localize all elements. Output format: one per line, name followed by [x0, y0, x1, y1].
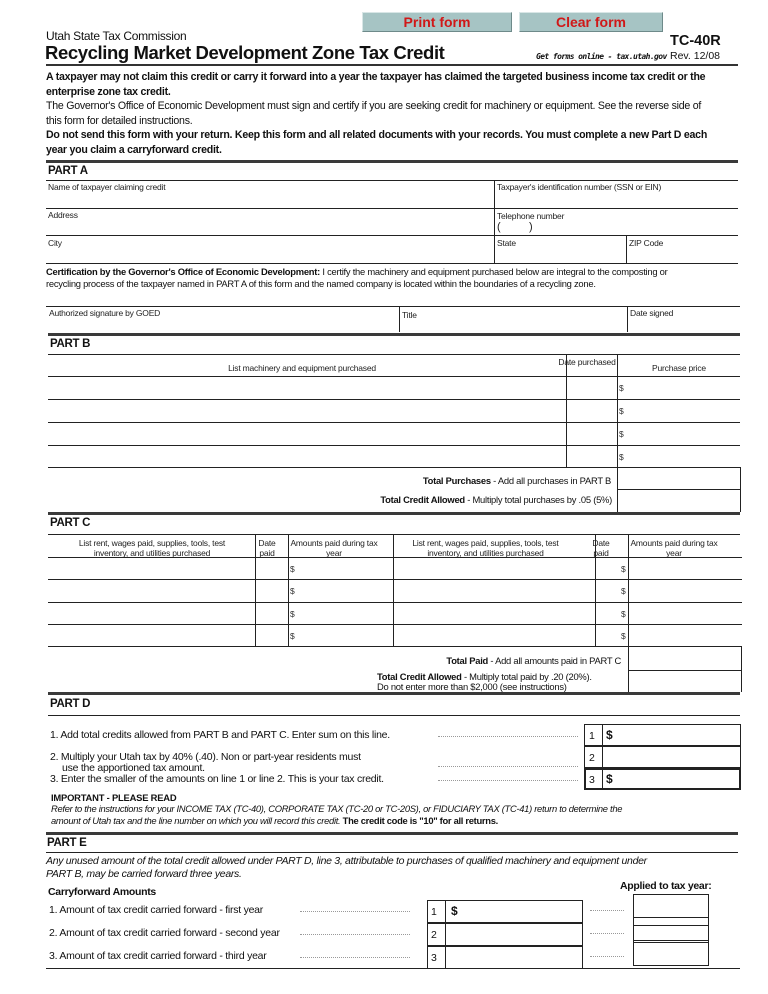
goed-certification: [46, 266, 686, 289]
part-b-heading: PART B: [50, 338, 91, 350]
part-c-total-credit-text: - Multiply total paid by .20 (20%).: [461, 671, 592, 682]
divider: [48, 646, 742, 647]
part-b-item-input[interactable]: [50, 424, 562, 445]
part-d-line-2-text-cont: use the apportioned tax amount.: [62, 762, 205, 774]
part-d-line-1-text: 1. Add total credits allowed from PART B and PART C. Enter sum on this line.: [50, 729, 390, 741]
divider: [740, 467, 741, 512]
divider: [626, 235, 627, 263]
part-c-amount-input-right[interactable]: [638, 581, 740, 602]
divider: [46, 852, 738, 853]
signature-label: Authorized signature by GOED: [49, 308, 161, 318]
divider: [627, 306, 628, 332]
title-label: Title: [402, 310, 417, 320]
part-b-total-credit-label: [380, 494, 612, 505]
part-c-total-credit-note: Do not enter more than $2,000 (see instructions): [377, 681, 567, 692]
part-c-item-input-right[interactable]: [396, 604, 593, 624]
part-d-line-1-input[interactable]: [618, 726, 738, 744]
telephone-parens: ( ): [497, 221, 533, 233]
part-b-date-input[interactable]: [569, 401, 615, 422]
part-c-item-input-left[interactable]: [50, 626, 253, 646]
clear-form-button[interactable]: Clear form: [519, 12, 663, 32]
total-purchases-input[interactable]: [620, 469, 738, 489]
part-b-total-credit-bold: Total Credit Allowed: [380, 494, 465, 505]
part-c-total-credit-input[interactable]: [631, 672, 739, 691]
divider: [628, 670, 742, 671]
part-c-col-item-left: List rent, wages paid, supplies, tools, test inventory, and utilities purchased: [78, 538, 226, 558]
part-a-heading: PART A: [48, 165, 88, 177]
part-e-line-number: 2: [431, 929, 437, 941]
important-text: Refer to the instructions for your INCOME TAX (TC-40), CORPORATE TAX (TC-20 or TC-20S), or FIDUCIARY TAX (TC-41) return to determine the amount of Utah tax and the line number on which you will record this credit.: [51, 803, 623, 826]
part-e-line-3-text: 3. Amount of tax credit carried forward - third year: [49, 950, 267, 962]
zip-input[interactable]: [629, 248, 733, 262]
part-c-amount-input-left[interactable]: [298, 604, 391, 624]
part-c-total-credit-bold: Total Credit Allowed: [377, 671, 462, 682]
part-b-col-item: List machinery and equipment purchased: [228, 363, 376, 373]
city-input[interactable]: [48, 248, 488, 262]
divider: [393, 534, 394, 646]
part-d-rule: [48, 692, 740, 695]
carryforward-label: Carryforward Amounts: [48, 886, 156, 898]
part-b-total-credit-input[interactable]: [620, 491, 738, 510]
part-d-line-number: 2: [589, 752, 595, 764]
part-b-total-credit-text: - Multiply total purchases by .05 (5%): [464, 494, 612, 505]
part-d-line-2-input[interactable]: [618, 748, 738, 766]
part-a-rule: [46, 160, 738, 163]
divider: [494, 180, 495, 263]
form-number: TC-40R: [670, 33, 721, 49]
part-e-line-number: 3: [431, 952, 437, 964]
part-b-date-input[interactable]: [569, 424, 615, 445]
currency-symbol: $: [290, 564, 295, 574]
divider: [445, 923, 446, 946]
intro-do-not-send: Do not send this form with your return. Keep this form and all related documents with your records. You must complete a new Part D each year you claim a carryforward credit.: [46, 129, 708, 156]
part-c-item-input-right[interactable]: [396, 559, 593, 579]
intro-goed-note: The Governor's Office of Economic Development must sign and certify if you are seeking credit for machinery or equipment. See the reverse side of this form for detailed instructions.: [46, 100, 702, 127]
total-paid-label: [446, 655, 621, 666]
date-signed-input[interactable]: [630, 318, 736, 330]
divider: [445, 946, 446, 969]
currency-symbol: $: [621, 586, 626, 596]
zip-label: ZIP Code: [629, 238, 664, 248]
part-c-amount-input-left[interactable]: [298, 559, 391, 579]
currency-symbol: $: [290, 586, 295, 596]
part-c-date-input-left[interactable]: [258, 604, 286, 624]
header-rule: [46, 64, 738, 66]
total-paid-text: - Add all amounts paid in PART C: [488, 655, 621, 666]
certification-text: I certify the machinery and equipment purchased below are integral to the composting or recycling process of the taxpayer named in PART A of this form and the named company is located within the boundaries of a recycling zone.: [46, 266, 668, 289]
divider: [48, 399, 740, 400]
part-d-line-2-text: 2. Multiply your Utah tax by 40% (.40). Non or part-year residents must: [50, 751, 361, 763]
divider: [48, 534, 740, 535]
part-e-line-1-text: 1. Amount of tax credit carried forward - first year: [49, 904, 264, 916]
credit-code-note: The credit code is "10" for all returns.: [340, 815, 498, 826]
divider: [46, 263, 738, 264]
divider: [48, 445, 740, 446]
divider: [48, 715, 740, 716]
divider: [48, 422, 740, 423]
part-e-line-1-amount-input[interactable]: [462, 902, 580, 921]
taxpayer-name-input[interactable]: [48, 192, 488, 206]
part-c-date-input-left[interactable]: [258, 626, 286, 646]
currency-symbol: $: [606, 728, 613, 742]
leader-dots: [590, 910, 624, 911]
divider: [255, 534, 256, 646]
title-input[interactable]: [402, 320, 610, 331]
certification-heading: Certification by the Governor's Office of Economic Development:: [46, 266, 321, 277]
divider: [48, 354, 740, 355]
divider: [46, 208, 738, 209]
important-heading: IMPORTANT - PLEASE READ: [51, 792, 177, 803]
address-input[interactable]: [48, 220, 488, 234]
part-c-rule: [48, 512, 740, 515]
part-d-heading: PART D: [50, 698, 91, 710]
intro-warning: A taxpayer may not claim this credit or carry it forward into a year the taxpayer has claimed the targeted business income tax credit or the enterprise zone tax credit.: [46, 71, 706, 98]
currency-symbol: $: [451, 904, 458, 918]
part-b-item-input[interactable]: [50, 378, 562, 399]
signature-input[interactable]: [49, 318, 385, 330]
currency-symbol: $: [619, 452, 624, 462]
part-e-rule: [46, 832, 738, 835]
part-e-line-3-amount-input[interactable]: [462, 948, 580, 967]
part-b-date-input[interactable]: [569, 447, 615, 467]
divider: [602, 746, 603, 768]
currency-symbol: $: [621, 564, 626, 574]
part-c-heading: PART C: [50, 517, 91, 529]
currency-symbol: $: [621, 631, 626, 641]
telephone-input[interactable]: [545, 221, 733, 234]
total-purchases-bold: Total Purchases: [422, 475, 491, 486]
divider: [48, 579, 742, 580]
part-c-date-input-left[interactable]: [258, 581, 286, 602]
part-c-amount-input-right[interactable]: [638, 559, 740, 579]
part-c-total-credit-label: [377, 672, 592, 692]
leader-dots: [438, 736, 578, 737]
agency-name: Utah State Tax Commission: [46, 29, 187, 43]
part-e-line-2-amount-input[interactable]: [462, 925, 580, 944]
taxpayer-name-label: Name of taxpayer claiming credit: [48, 182, 166, 192]
leader-dots: [300, 957, 410, 958]
divider: [46, 968, 740, 969]
part-b-item-input[interactable]: [50, 401, 562, 422]
part-b-rule: [48, 333, 740, 336]
divider: [399, 306, 400, 332]
part-e-heading: PART E: [47, 837, 87, 849]
part-c-col-amount-right: Amounts paid during tax year: [630, 538, 718, 558]
part-e-line-2-text: 2. Amount of tax credit carried forward - second year: [49, 927, 280, 939]
divider: [741, 646, 742, 692]
divider: [617, 489, 740, 490]
form-title: Recycling Market Development Zone Tax Credit: [45, 42, 445, 63]
state-label: State: [497, 238, 516, 248]
part-d-line-number: 1: [589, 730, 595, 742]
online-link[interactable]: Get forms online - tax.utah.gov: [536, 52, 667, 61]
part-d-line-3-text: 3. Enter the smaller of the amounts on line 1 or line 2. This is your tax credit.: [50, 773, 384, 785]
part-b-col-price: Purchase price: [652, 363, 706, 373]
part-d-line-3-input[interactable]: [618, 770, 738, 788]
divider: [48, 467, 740, 468]
currency-symbol: $: [290, 631, 295, 641]
divider: [602, 724, 603, 746]
part-c-col-amount-left: Amounts paid during tax year: [290, 538, 378, 558]
applied-to-tax-year-label: Applied to tax year:: [620, 880, 712, 892]
part-b-price-input[interactable]: [627, 447, 738, 467]
part-e-line-2-tax-year-input[interactable]: [636, 919, 706, 941]
divider: [602, 768, 603, 790]
divider: [46, 180, 738, 181]
divider: [566, 354, 567, 468]
divider: [48, 624, 742, 625]
part-e-intro: Any unused amount of the total credit allowed under PART D, line 3, attributable to purchases of qualified machinery and equipment under PART B, may be carried forward three years.: [46, 855, 647, 880]
part-c-amount-input-right[interactable]: [638, 626, 740, 646]
divider: [595, 534, 596, 646]
currency-symbol: $: [619, 406, 624, 416]
important-note: [51, 803, 651, 827]
divider: [46, 235, 738, 236]
city-label: City: [48, 238, 62, 248]
leader-dots: [300, 934, 410, 935]
currency-symbol: $: [619, 429, 624, 439]
total-purchases-text: - Add all purchases in PART B: [490, 475, 611, 486]
part-b-price-input[interactable]: [627, 401, 738, 422]
part-b-item-input[interactable]: [50, 447, 562, 467]
total-purchases-label: [423, 475, 611, 486]
leader-dots: [438, 780, 578, 781]
part-c-item-input-left[interactable]: [50, 559, 253, 579]
part-c-amount-input-right[interactable]: [638, 604, 740, 624]
part-b-price-input[interactable]: [627, 378, 738, 399]
taxpayer-id-input[interactable]: [497, 192, 733, 206]
divider: [445, 900, 446, 923]
total-paid-input[interactable]: [631, 648, 739, 668]
part-c-date-input-left[interactable]: [258, 559, 286, 579]
form-revision: Rev. 12/08: [670, 50, 721, 62]
total-paid-bold: Total Paid: [446, 655, 489, 666]
part-c-item-input-right[interactable]: [396, 581, 593, 602]
currency-symbol: $: [619, 383, 624, 393]
divider: [48, 376, 740, 377]
divider: [48, 602, 742, 603]
currency-symbol: $: [290, 609, 295, 619]
part-c-col-date-right: Date paid: [592, 538, 610, 558]
divider: [46, 306, 740, 307]
state-input[interactable]: [497, 248, 621, 262]
part-b-col-date: Date purchased: [558, 357, 616, 367]
leader-dots: [590, 956, 624, 957]
part-c-item-input-right[interactable]: [396, 626, 593, 646]
leader-dots: [300, 911, 410, 912]
currency-symbol: $: [606, 772, 613, 786]
taxpayer-id-label: Taxpayer's identification number (SSN or EIN): [497, 182, 662, 192]
part-d-line-number: 3: [589, 774, 595, 786]
leader-dots: [590, 933, 624, 934]
part-e-line-number: 1: [431, 906, 437, 918]
part-c-col-item-right: List rent, wages paid, supplies, tools, test inventory, and utilities purchased: [412, 538, 559, 558]
date-signed-label: Date signed: [630, 308, 674, 318]
print-form-button[interactable]: Print form: [362, 12, 512, 32]
part-e-line-3-tax-year-input[interactable]: [636, 942, 706, 964]
leader-dots: [438, 766, 578, 767]
part-c-col-date-left: Date paid: [258, 538, 276, 558]
divider: [48, 557, 742, 558]
currency-symbol: $: [621, 609, 626, 619]
part-c-item-input-left[interactable]: [50, 581, 253, 602]
part-b-date-input[interactable]: [569, 378, 615, 399]
part-c-item-input-left[interactable]: [50, 604, 253, 624]
part-c-amount-input-left[interactable]: [298, 626, 391, 646]
divider: [288, 534, 289, 646]
address-label: Address: [48, 210, 78, 220]
telephone-label: Telephone number: [497, 211, 565, 221]
part-b-price-input[interactable]: [627, 424, 738, 445]
part-e-line-1-tax-year-input[interactable]: [636, 896, 706, 918]
part-c-amount-input-left[interactable]: [298, 581, 391, 602]
